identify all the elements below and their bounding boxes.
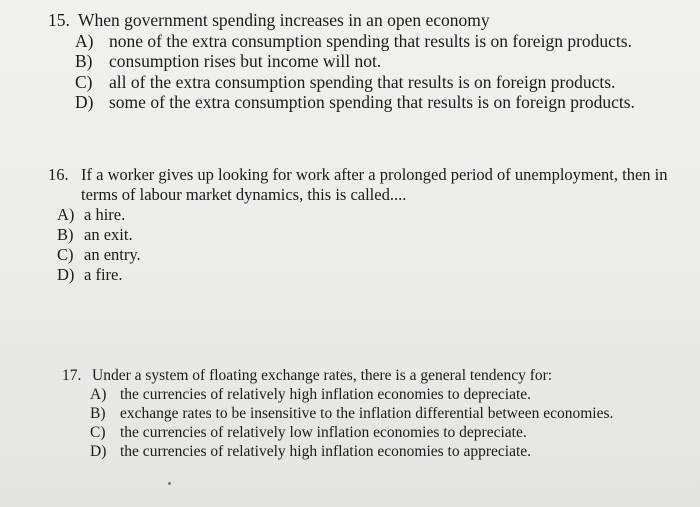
option-d	[90, 442, 613, 461]
paper-speck	[168, 482, 171, 485]
option-letter: A)	[90, 386, 107, 403]
option-b	[90, 404, 613, 423]
option-c	[90, 423, 613, 442]
option-letter: C)	[75, 71, 93, 92]
option-letter: D)	[57, 265, 75, 284]
option-a	[57, 205, 696, 225]
option-text: the currencies of relatively low inflation economies to depreciate.	[120, 424, 527, 441]
question-stem	[48, 10, 635, 31]
question-text: When government spending increases in an open economy	[78, 10, 490, 30]
question-number: 17.	[62, 367, 82, 384]
option-letter: A)	[75, 30, 94, 51]
question-text: Under a system of floating exchange rates, there is a general tendency for:	[92, 367, 553, 384]
option-letter: D)	[75, 92, 94, 112]
option-c	[75, 72, 635, 93]
option-letter: A)	[57, 205, 75, 224]
option-letter: C)	[57, 245, 74, 264]
option-text: the currencies of relatively high inflation economies to appreciate.	[120, 443, 532, 460]
question-stem	[62, 366, 613, 385]
option-letter: B)	[57, 225, 74, 244]
question-number: 15.	[48, 10, 70, 30]
option-text: a hire.	[84, 205, 126, 224]
question-16	[48, 165, 696, 285]
answer-options	[57, 205, 696, 285]
option-text: an entry.	[84, 245, 141, 264]
option-letter: B)	[90, 405, 106, 422]
option-letter: B)	[75, 51, 93, 71]
option-d	[75, 92, 635, 113]
option-text: all of the extra consumption spending that results is on foreign products.	[109, 71, 616, 92]
option-text: an exit.	[84, 225, 133, 244]
option-letter: C)	[90, 424, 106, 441]
option-b	[57, 225, 696, 245]
question-17	[62, 366, 613, 461]
option-text: consumption rises but income will not.	[109, 51, 382, 71]
option-text: a fire.	[84, 265, 123, 284]
question-stem	[48, 165, 696, 205]
option-text: the currencies of relatively high inflation economies to depreciate.	[120, 386, 532, 403]
question-text: If a worker gives up looking for work after a prolonged period of unemployment, then in terms of labour market dynamics, this is called....	[81, 165, 668, 204]
question-15	[48, 10, 635, 113]
answer-options	[75, 31, 635, 113]
option-d	[57, 265, 696, 285]
option-letter: D)	[90, 443, 107, 460]
option-a	[75, 31, 635, 52]
option-text: some of the extra consumption spending that results is on foreign products.	[109, 92, 635, 112]
option-b	[75, 51, 635, 72]
option-a	[90, 385, 613, 404]
option-c	[57, 245, 696, 265]
option-text: none of the extra consumption spending that results is on foreign products.	[109, 30, 632, 51]
option-text: exchange rates to be insensitive to the inflation differential between economies.	[120, 405, 614, 422]
answer-options	[90, 385, 613, 461]
question-number: 16.	[48, 165, 69, 184]
